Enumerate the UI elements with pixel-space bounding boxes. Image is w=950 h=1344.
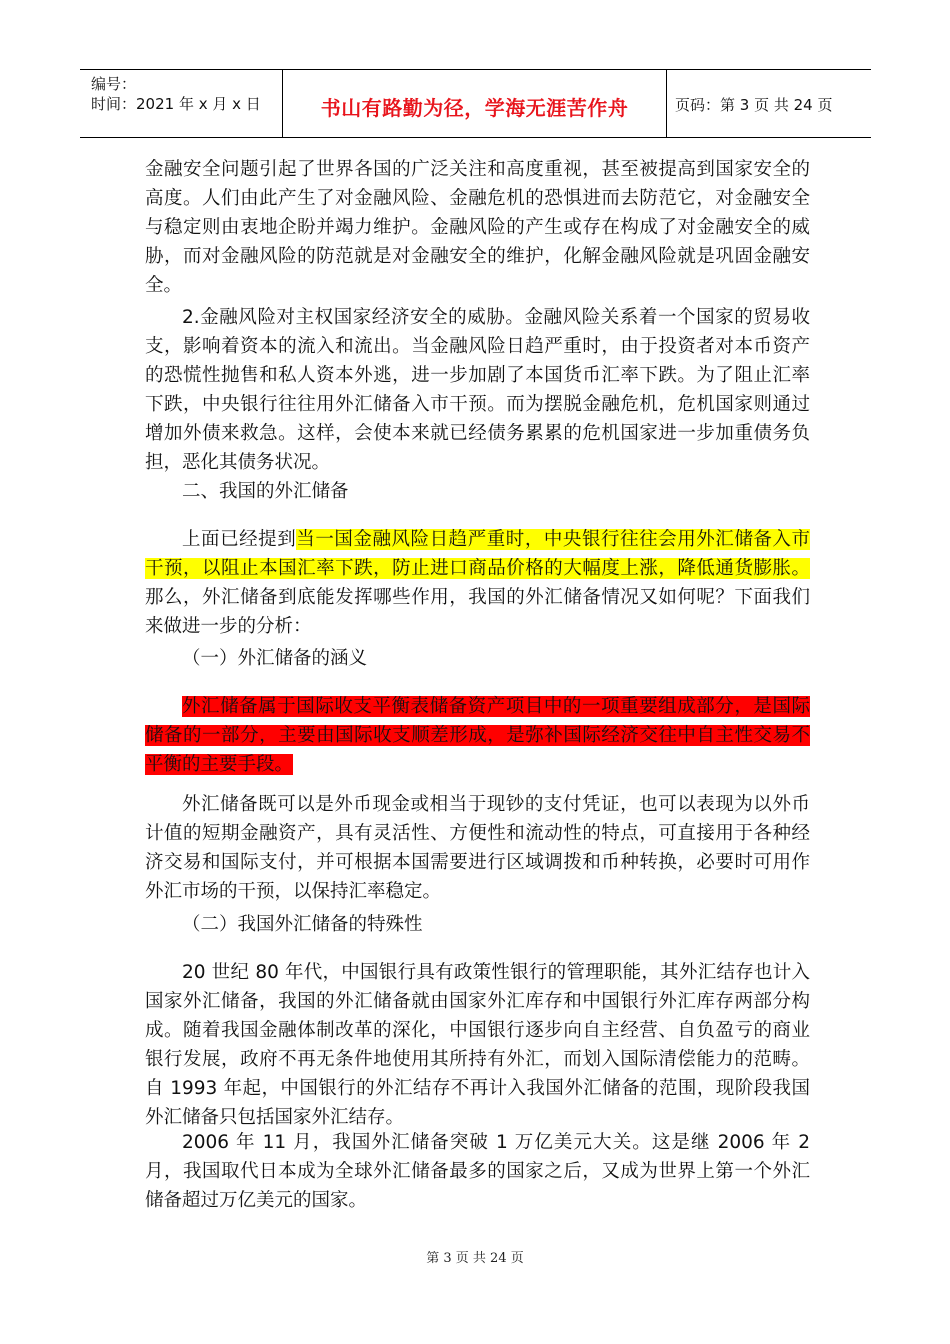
header-page-cell (667, 70, 871, 137)
header-page-number: 页码：第 3 页 共 24 页 (675, 96, 833, 114)
section-heading-reserves: 二、我国的外汇储备 (182, 481, 349, 502)
header-meta-cell (80, 70, 283, 137)
paragraph-definition (145, 692, 810, 779)
document-time-label: 时间：2021 年 x 月 x 日 (91, 95, 261, 113)
paragraph-financial-security: 金融安全问题引起了世界各国的广泛关注和高度重视，甚至被提高到国家安全的高度。人们由此产生了对金融风险、金融危机的恐惧进而去防范它，对金融安全与稳定则由衷地企盼并竭力维护。金融风险的产生或存在构成了对金融安全的威胁，而对金融风险的防范就是对金融安全的维护，化解金融风险就是巩固金融安全。 (145, 159, 810, 296)
document-number-label: 编号： (91, 75, 137, 93)
paragraph-trillion-milestone: 2006 年 11 月，我国外汇储备突破 1 万亿美元大关。这是继 2006 年 2 月，我国取代日本成为全球外汇储备最多的国家之后，又成为世界上第一个外汇储备超过万亿美元的国家。 (145, 1132, 810, 1211)
header-motto-cell (283, 70, 667, 137)
page-footer: 第 3 页 共 24 页 (426, 1251, 524, 1266)
page-header (80, 69, 871, 138)
paragraph-particularity: 20 世纪 80 年代，中国银行具有政策性银行的管理职能，其外汇结存也计入国家外汇储备，我国的外汇储备就由国家外汇库存和中国银行外汇库存两部分构成。随着我国金融体制改革的深化，中国银行逐步向自主经营、自负盈亏的商业银行发展，政府不再无条件地使用其所持有外汇，而划入国际清偿能力的范畴。自 1993 年起，中国银行的外汇结存不再计入我国外汇储备的范围，现阶段我国外汇储备只包括国家外汇结存。 (145, 962, 810, 1128)
paragraph-reserves-intro-tail: 那么，外汇储备到底能发挥哪些作用，我国的外汇储备情况又如何呢？下面我们来做进一步的分析： (145, 587, 810, 637)
subheading-definition: （一）外汇储备的涵义 (182, 648, 368, 669)
paragraph-sovereign-threat: 2.金融风险对主权国家经济安全的威胁。金融风险关系着一个国家的贸易收支，影响着资本的流入和流出。当金融风险日趋严重时，由于投资者对本币资产的恐慌性抛售和私人资本外逃，进一步加剧了本国货币汇率下跌。为了阻止汇率下跌，中央银行往往用外汇储备入市干预。而为摆脱金融危机，危机国家则通过增加外债来救急。这样，会使本来就已经债务累累的危机国家进一步加重债务负担，恶化其债务状况。 (145, 307, 810, 473)
paragraph-reserve-forms: 外汇储备既可以是外币现金或相当于现钞的支付凭证，也可以表现为以外币计值的短期金融资产，具有灵活性、方便性和流动性的特点，可直接用于各种经济交易和国际支付，并可根据本国需要进行区域调拨和币种转换，必要时可用作外汇市场的干预，以保持汇率稳定。 (145, 794, 810, 902)
paragraph-reserves-intro (145, 525, 810, 641)
paragraph-reserves-intro-lead: 上面已经提到 (182, 529, 297, 550)
highlighted-definition-text: 外汇储备属于国际收支平衡表储备资产项目中的一项重要组成部分，是国际储备的一部分，主要由国际收支顺差形成，是弥补国际经济交往中自主性交易不平衡的主要手段。 (145, 696, 810, 775)
highlighted-intervention-text: 当一国金融风险日趋严重时，中央银行往往会用外汇储备入市干预，以阻止本国汇率下跌，防止进口商品价格的大幅度上涨，降低通货膨胀。 (145, 529, 810, 579)
header-motto: 书山有路勤为径，学海无涯苦作舟 (320, 96, 629, 120)
subheading-particularity: （二）我国外汇储备的特殊性 (182, 914, 423, 935)
